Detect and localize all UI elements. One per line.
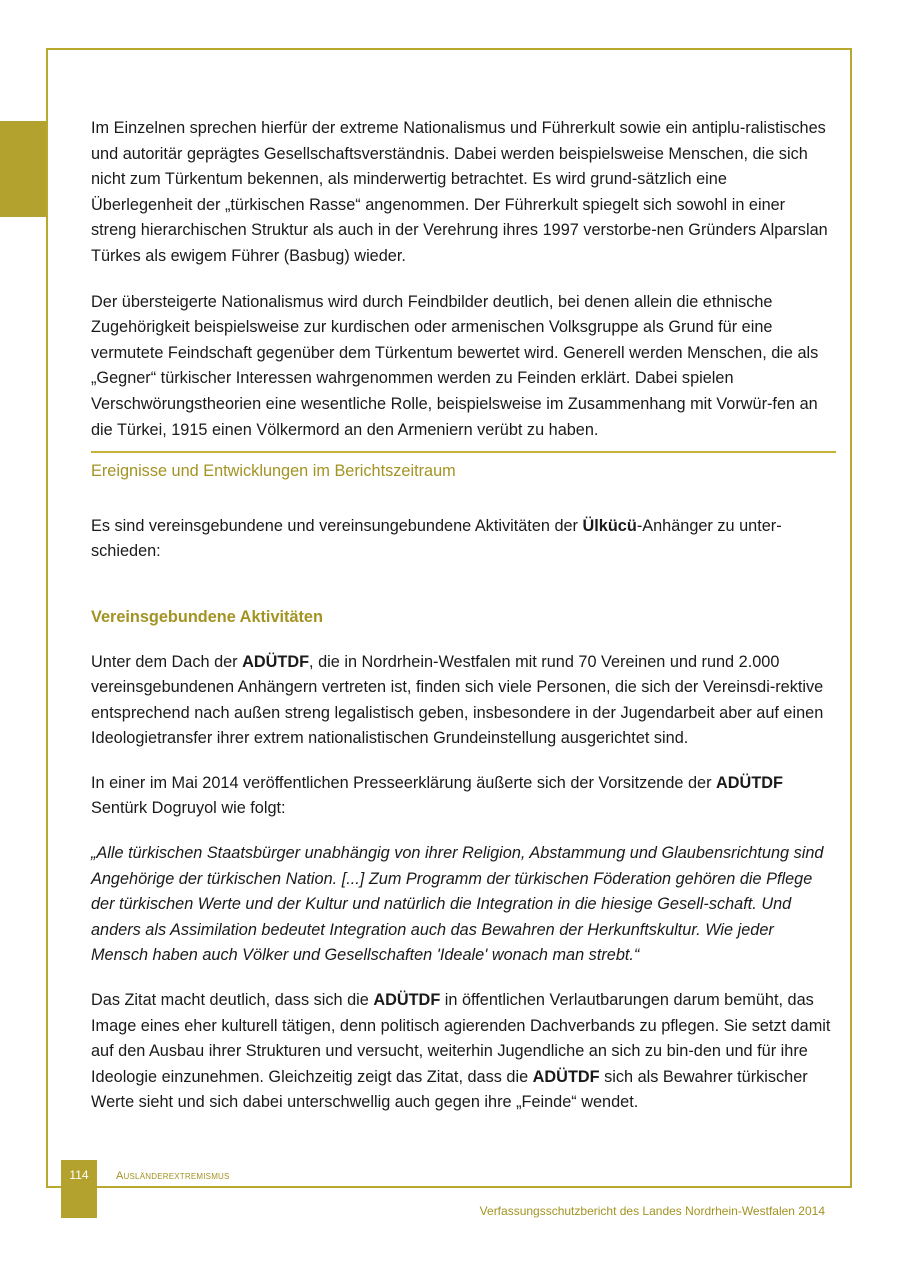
presse-text-end: Sentürk Dogruyol wie folgt: [91,799,286,818]
section-divider [91,451,836,453]
zitat-bold-term-2: ADÜTDF [532,1067,600,1086]
main-content [91,116,831,1116]
paragraph-presseerklaerung [91,771,831,822]
footer-report-title: Verfassungsschutzbericht des Landes Nordrhein-Westfalen 2014 [479,1204,825,1218]
intro-text: Es sind vereinsgebundene und vereinsungebundene Aktivitäten der [91,516,583,535]
paragraph-dachverband [91,650,831,752]
zitat-text-3: sich als Bewahrer türkischer Werte sieht und sich dabei unterschwellig auch gegen ihre „Feinde“ wendet. [91,1067,808,1112]
page-number: 114 [69,1168,89,1182]
intro-text-end: -Anhänger zu unter-schieden: [91,516,782,561]
paragraph-intro [91,514,831,565]
dach-text-end: , die in Nordrhein-Westfalen mit rund 70 Vereinen und rund 2.000 vereinsgebundenen Anhängern vertreten ist, finden sich viele Personen, die sich der Vereinsdi-rektive entsprechend nach außen streng legalistisch geben, insbesondere in der Jugendarbeit aber auf einen Ideologietransfer ihrer extrem nationalistischen Grundeinstellung ausgerichtet sind. [91,652,824,748]
section-heading: Ereignisse und Entwicklungen im Berichtszeitraum [91,462,456,481]
paragraph-fuehrerkult: Im Einzelnen sprechen hierfür der extreme Nationalismus und Führerkult sowie ein antiplu-ralistisches und autoritär geprägtes Gesellschaftsverständnis. Dabei werden beispielsweise Menschen, die sich nicht zum Türkentum bekennen, als minderwertig betrachtet. Es wird grund-sätzlich eine Überlegenheit der „türkischen Rasse“ angenommen. Der Führerkult spiegelt sich sowohl in einer streng hierarchischen Struktur als auch in der Verehrung ihres 1997 verstorbe-nen Gründers Alparslan Türkes als ewigem Führer (Basbug) wieder. [91,119,828,265]
zitat-text-2: in öffentlichen Verlautbarungen darum bemüht, das Image eines eher kulturell tätigen, denn politisch agierenden Dachverbands zu pflegen. Sie setzt damit auf den Ausbau ihrer Strukturen und versucht, weiterhin Jugendliche an sich zu bin-den und für ihre Ideologie einzunehmen. Gleichzeitig zeigt das Zitat, dass die [91,991,831,1086]
footer-section-label: Ausländerextremismus [116,1170,230,1182]
paragraph-zitat [91,988,831,1116]
subheading: Vereinsgebundene Aktivitäten [91,607,323,626]
quote-block: „Alle türkischen Staatsbürger unabhängig von ihrer Religion, Abstammung und Glaubensrichtung sind Angehörige der türkischen Nation. [...] Zum Programm der türkischen Föderation gehören die Pflege der türkischen Werte und der Kultur und natürlich die Integration in die hiesige Gesell-schaft. Und anders als Assimilation bedeutet Integration auch das Bewahren der Herkunftskultur. Wie jeder Mensch haben auch Völker und Gesellschaften 'Ideale' wonach man strebt.“ [91,844,824,965]
zitat-bold-term-1: ADÜTDF [373,991,441,1010]
zitat-text-1: Das Zitat macht deutlich, dass sich die [91,991,374,1010]
intro-bold-term: Ülkücü [582,516,637,535]
presse-text: In einer im Mai 2014 veröffentlichen Presseerklärung äußerte sich der Vorsitzende der [91,773,717,792]
dach-text: Unter dem Dach der [91,652,243,671]
dach-bold-term: ADÜTDF [242,652,310,671]
side-tab-marker [0,121,46,217]
paragraph-feindbilder: Der übersteigerte Nationalismus wird durch Feindbilder deutlich, bei denen allein die ethnische Zugehörigkeit beispielsweise zur kurdischen oder armenischen Volksgruppe als Grund für eine vermutete Feindschaft gegenüber dem Türkentum bewertet wird. Generell werden Menschen, die als „Gegner“ türkischer Interessen wahrgenommen werden zu Feinden erklärt. Dabei spielen Verschwörungstheorien eine wesentliche Rolle, beispielsweise im Zusammenhang mit Vorwür-fen an die Türkei, 1915 einen Völkermord an den Armeniern verübt zu haben. [91,292,819,439]
presse-bold-term: ADÜTDF [716,773,783,792]
